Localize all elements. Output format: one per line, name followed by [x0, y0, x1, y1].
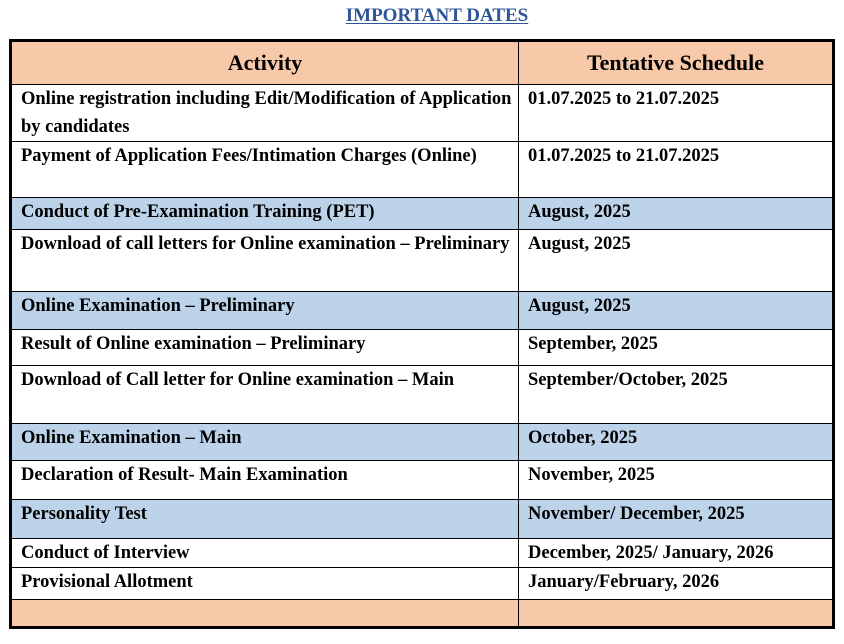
activity-cell: Personality Test — [11, 500, 519, 539]
table-row — [11, 424, 834, 461]
table-row — [11, 539, 834, 568]
table-row — [11, 292, 834, 330]
table-row — [11, 366, 834, 424]
header-schedule: Tentative Schedule — [519, 41, 834, 85]
schedule-cell: October, 2025 — [519, 424, 834, 461]
schedule-cell: 01.07.2025 to 21.07.2025 — [519, 85, 834, 142]
activity-cell: Online registration including Edit/Modification of Application by candidates — [11, 85, 519, 142]
schedule-cell: November, 2025 — [519, 461, 834, 500]
table-row — [11, 142, 834, 198]
empty-footer-row — [11, 600, 834, 628]
activity-cell: Provisional Allotment — [11, 568, 519, 600]
activity-cell: Payment of Application Fees/Intimation Charges (Online) — [11, 142, 519, 198]
activity-cell: Conduct of Interview — [11, 539, 519, 568]
schedule-cell: August, 2025 — [519, 198, 834, 230]
schedule-cell: August, 2025 — [519, 292, 834, 330]
header-activity: Activity — [11, 41, 519, 85]
schedule-cell: January/February, 2026 — [519, 568, 834, 600]
empty-cell — [519, 600, 834, 628]
table-row — [11, 85, 834, 142]
empty-cell — [11, 600, 519, 628]
page-title: IMPORTANT DATES — [345, 5, 529, 26]
table-row — [11, 461, 834, 500]
important-dates-table — [9, 39, 835, 629]
activity-cell: Online Examination – Main — [11, 424, 519, 461]
schedule-cell: 01.07.2025 to 21.07.2025 — [519, 142, 834, 198]
schedule-cell: November/ December, 2025 — [519, 500, 834, 539]
schedule-cell: September, 2025 — [519, 330, 834, 366]
table-row — [11, 230, 834, 292]
activity-cell: Declaration of Result- Main Examination — [11, 461, 519, 500]
schedule-cell: December, 2025/ January, 2026 — [519, 539, 834, 568]
activity-cell: Conduct of Pre-Examination Training (PET) — [11, 198, 519, 230]
header-row — [11, 41, 834, 85]
table-row — [11, 198, 834, 230]
table-row — [11, 330, 834, 366]
schedule-cell: September/October, 2025 — [519, 366, 834, 424]
activity-cell: Result of Online examination – Preliminary — [11, 330, 519, 366]
schedule-cell: August, 2025 — [519, 230, 834, 292]
activity-cell: Download of Call letter for Online examination – Main — [11, 366, 519, 424]
activity-cell: Online Examination – Preliminary — [11, 292, 519, 330]
table-row — [11, 568, 834, 600]
activity-cell: Download of call letters for Online examination – Preliminary — [11, 230, 519, 292]
table-row — [11, 500, 834, 539]
